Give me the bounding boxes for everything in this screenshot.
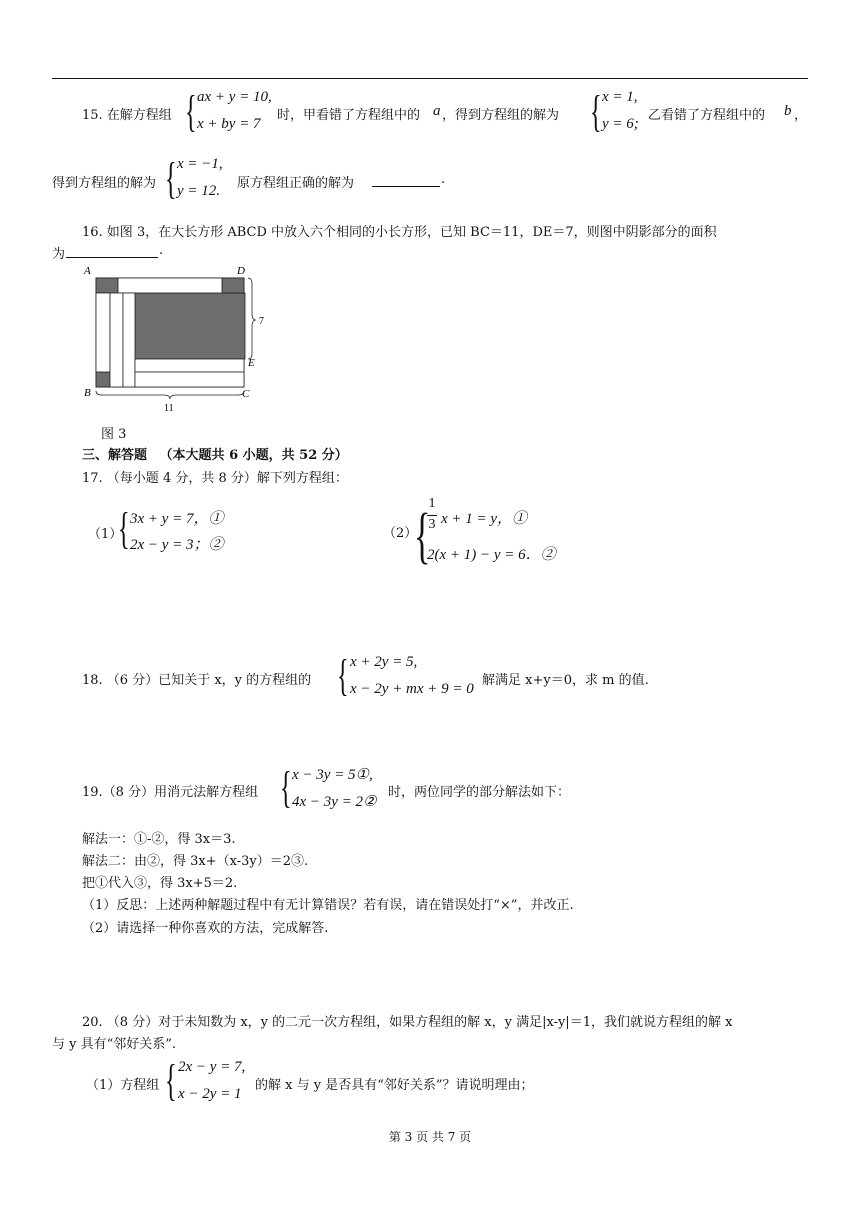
brace-de [248, 278, 256, 359]
q15-sol2-brace: { [165, 154, 177, 203]
label-c: C [242, 388, 250, 400]
q20-eq1: 2x − y = 7, [178, 1059, 246, 1075]
small-rect-v3 [123, 293, 135, 387]
q16-line1: 16. 如图 3，在大长方形 ABCD 中放入六个相同的小长方形，已知 BC＝11，DE＝7，则图中阴影部分的面积 [82, 225, 717, 240]
section-3-title [82, 444, 348, 463]
q18-eq1: x + 2y = 5, [350, 654, 418, 670]
q15-var-b: b [784, 103, 792, 119]
q17-part2-label: （2） [383, 526, 418, 541]
q15-number: 15. 在解方程组 [82, 108, 172, 123]
shade-main [135, 293, 245, 359]
q15-sol1-brace: { [590, 87, 602, 136]
q16-line2-prefix: 为 [52, 247, 66, 262]
q17-part1-brace: { [118, 504, 130, 553]
q20-part1-suffix: 的解 x 与 y 是否具有“邻好关系”？请说明理由； [255, 1078, 534, 1093]
shade-top-right [222, 278, 244, 293]
q16-answer-blank[interactable] [66, 245, 158, 258]
q15-sol2-y: y = 12. [177, 183, 221, 199]
q17-frac-den: 3 [428, 517, 436, 532]
q15-sol1-x: x = 1, [602, 89, 638, 105]
q17-part1-eq1: 3x + y = 7，① [130, 511, 224, 527]
q15-sol1-y: y = 6; [602, 116, 639, 132]
q19-suffix: 时，两位同学的部分解法如下： [388, 785, 571, 800]
section-3-name: 三、解答题 [82, 448, 148, 463]
header-rule [52, 78, 808, 79]
shade-bottom-left [96, 372, 112, 387]
q19-part2: （2）请选择一种你喜欢的方法，完成解答. [82, 921, 329, 936]
q15-text-mid1: 时，甲看错了方程组中的 [277, 108, 421, 123]
q20-line1: 20. （8 分）对于未知数为 x，y 的二元一次方程组，如果方程组的解 x，y 满足|x-y|＝1，我们就说方程组的解 x [82, 1015, 733, 1030]
q19-solution-2: 解法二：由②，得 3x+（x-3y）＝2③. [82, 854, 309, 869]
q19-brace: { [280, 763, 292, 812]
q17-part2-eq1: x + 1 = y，① [441, 511, 528, 527]
q17-part2-brace: { [414, 502, 431, 570]
label-e: E [248, 357, 255, 369]
q15-sys1-eq2: x + by = 7 [197, 116, 261, 132]
shade-top-left [96, 278, 118, 293]
q15-sol2-x: x = −1, [177, 156, 223, 172]
q20-part1-label: （1）方程组 [86, 1078, 160, 1093]
q15-text-mid3: 乙看错了方程组中的 [648, 108, 766, 123]
brace-bc [96, 391, 244, 399]
q18-prefix: 18. （6 分）已知关于 x，y 的方程组的 [82, 673, 312, 688]
q19-solution-3: 把①代入③，得 3x+5＝2. [82, 876, 238, 891]
figure-caption: 图 3 [101, 427, 127, 442]
q15-text-mid2: ，得到方程组的解为 [442, 108, 560, 123]
q18-suffix: 解满足 x+y＝0，求 m 的值. [482, 673, 649, 688]
page-footer: 第 3 页 共 7 页 [388, 1130, 472, 1144]
figure-3 [80, 262, 280, 422]
q17-frac-bar [427, 515, 437, 516]
q15-period: . [441, 172, 446, 187]
q15-comma: ， [794, 108, 808, 123]
section-3-note: （本大题共 6 小题，共 52 分） [159, 448, 348, 463]
small-rect-h1 [135, 359, 244, 372]
q19-solution-1: 解法一：①-②，得 3x＝3. [82, 832, 236, 847]
q15-sys1-brace: { [185, 87, 197, 136]
q16-line2-end: . [159, 243, 164, 258]
q20-eq2: x − 2y = 1 [178, 1086, 242, 1102]
q17-part2-eq2: 2(x + 1) − y = 6．② [427, 547, 556, 563]
q20-brace: { [165, 1056, 177, 1105]
label-a: A [84, 265, 91, 277]
q15-answer-blank[interactable] [372, 174, 440, 187]
q20-line2: 与 y 具有“邻好关系”. [52, 1037, 177, 1052]
q15-line2-start: 得到方程组的解为 [52, 176, 157, 191]
label-d: D [237, 265, 245, 277]
small-rect-v2 [110, 293, 123, 387]
q17-header: 17. （每小题 4 分，共 8 分）解下列方程组： [82, 471, 348, 486]
q15-var-a: a [433, 103, 441, 119]
q19-eq1: x − 3y = 5①, [292, 767, 373, 783]
q15-sys1-eq1: ax + y = 10, [197, 89, 272, 105]
small-rect-v1 [96, 293, 110, 372]
q18-eq2: x − 2y + mx + 9 = 0 [350, 681, 474, 697]
small-rect-top [118, 278, 222, 293]
small-rect-h2 [135, 372, 244, 387]
q17-frac-num: 1 [428, 496, 436, 511]
q18-brace: { [337, 651, 349, 700]
q19-part1: （1）反思：上述两种解题过程中有无计算错误？若有误，请在错误处打“×”，并改正. [82, 898, 574, 913]
q19-eq2: 4x − 3y = 2② [292, 794, 377, 810]
q17-part1-eq2: 2x − y = 3；② [130, 537, 224, 553]
label-b: B [84, 387, 91, 399]
label-7: 7 [259, 316, 264, 327]
q15-line2-end: 原方程组正确的解为 [237, 176, 355, 191]
q19-prefix: 19.（8 分）用消元法解方程组 [82, 785, 259, 800]
label-11: 11 [164, 403, 174, 414]
q17-part1-label: （1） [88, 527, 123, 542]
